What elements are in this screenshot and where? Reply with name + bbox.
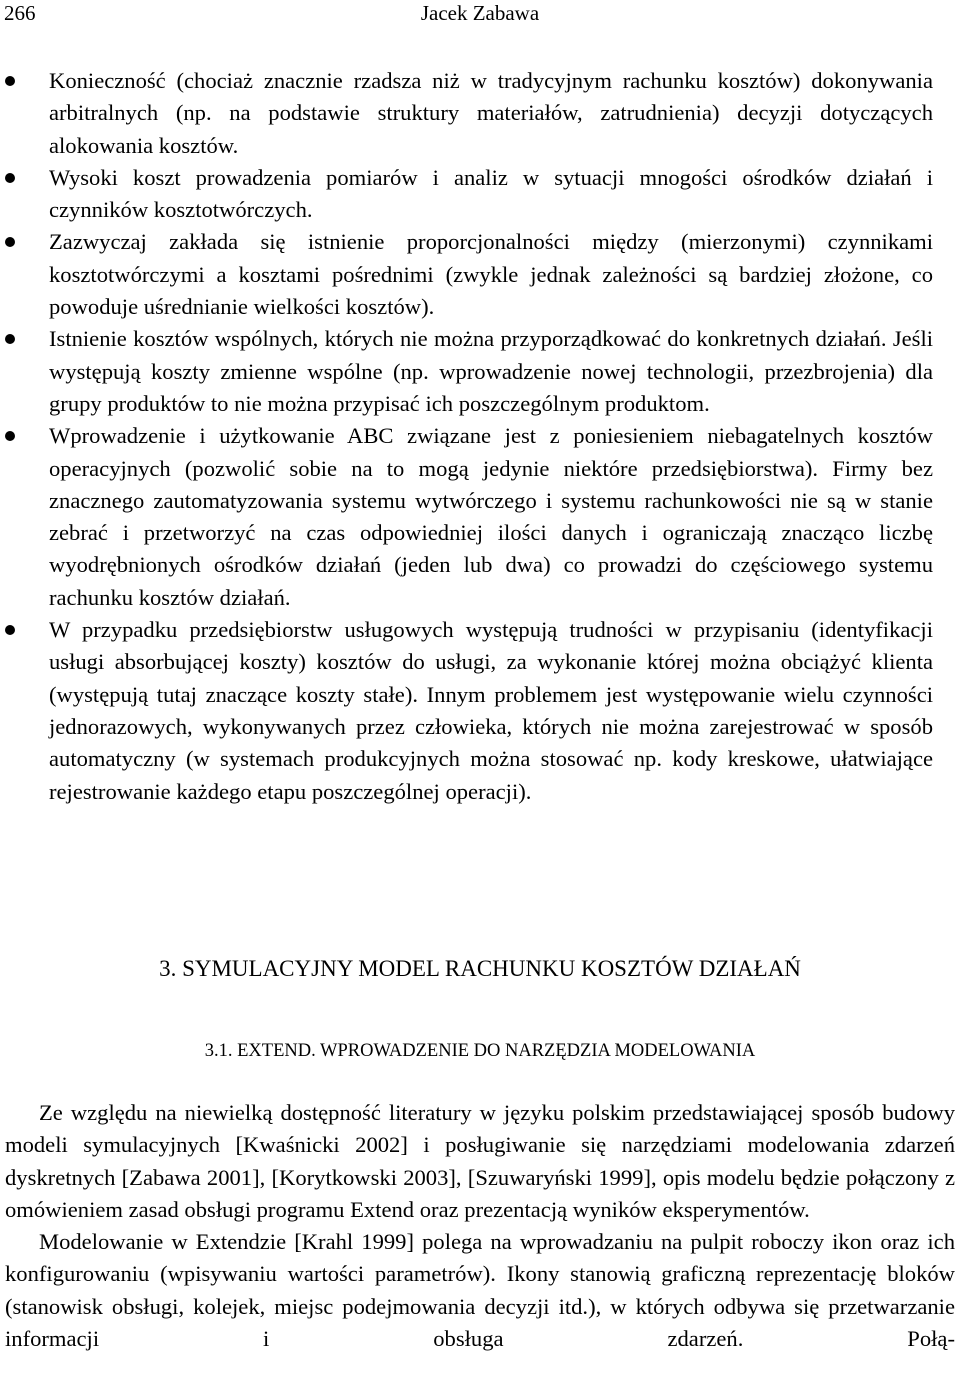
running-head: Jacek Zabawa [420, 1, 540, 25]
paragraph: Ze względu na niewielką dostępność literatury w języku polskim przedstawiającej sposób budowy modeli symulacyjnych [Kwaśnicki 2002] i posługiwanie się narzędziami modelowania zdarzeń dyskretnych [Zabawa 2001], [Korytkowski 2003], [Szuwaryński 1999], opis modelu będzie połączony z omówieniem zasad obsługi programu Extend oraz prezentacją wyników eksperymentów. [5, 1100, 955, 1222]
bullet-text: Istnienie kosztów wspólnych, których nie można przyporządkować do konkretnych działań. Jeśli występują koszty zmienne wspólne (np. wprowadzenie nowej technologii, przezbrojenia) dla grupy produktów to nie można przypisać ich poszczególnym produktom. [49, 326, 933, 416]
bullet-text: Wysoki koszt prowadzenia pomiarów i analiz w sytuacji mnogości ośrodków działań i czynników kosztotwórczych. [49, 164, 933, 223]
bullet-item [0, 226, 933, 323]
bullet-icon [5, 237, 15, 247]
bullet-item [0, 420, 933, 614]
bullet-text: Konieczność (chociaż znacznie rzadsza niż w tradycyjnym rachunku kosztów) dokonywania arbitralnych (np. na podstawie struktury materiałów, zatrudnienia) decyzji dotyczących alokowania kosztów. [49, 68, 933, 158]
bullet-list [0, 65, 960, 808]
bullet-item [0, 614, 933, 808]
bullet-icon [5, 334, 15, 344]
section-title: 3. SYMULACYJNY MODEL RACHUNKU KOSZTÓW DZIAŁAŃ [159, 956, 801, 981]
bullet-icon [5, 76, 15, 86]
bullet-icon [5, 431, 15, 441]
bullet-text: W przypadku przedsiębiorstw usługowych występują trudności w przypisaniu (identyfikacji usługi absorbującej koszty) kosztów do usługi, za wykonanie której można obciążyć klienta (występują tutaj znaczące koszty stałe). Innym problemem jest występowanie wielu czynności jednorazowych, wykonywanych przez człowieka, których nie można zarejestrować w sposób automatyczny (w systemach produkcyjnych można stosować np. kody kreskowe, ułatwiające rejestrowanie każdego etapu poszczególnej operacji). [49, 617, 933, 804]
subsection-title: 3.1. EXTEND. WPROWADZENIE DO NARZĘDZIA MODELOWANIA [204, 1041, 756, 1061]
paragraph: Modelowanie w Extendzie [Krahl 1999] polega na wprowadzaniu na pulpit roboczy ikon oraz ich konfigurowaniu (wpisywaniu wartości parametrów). Ikony stanowią graficzną reprezentację bloków (stanowisk obsługi, kolejek, miejsc podejmowania decyzji itd.), w których odbywa się przetwarzanie informacji i obsługa zdarzeń. Połą- [5, 1229, 955, 1352]
page-number: 266 [4, 1, 36, 25]
bullet-text: Zazwyczaj zakłada się istnienie proporcjonalności między (mierzonymi) czynnikami kosztotwórczymi a kosztami pośrednimi (zwykle jednak zależności są bardziej złożone, co powoduje uśrednianie wielkości kosztów). [49, 229, 933, 320]
bullet-text: Wprowadzenie i użytkowanie ABC związane jest z poniesieniem niebagatelnych kosztów operacyjnych (pozwolić sobie na to mogą jedynie niektóre przedsiębiorstwa). Firmy bez znacznego zautomatyzowania systemu wytwórczego i systemu rachunkowości nie są w stanie zebrać i przetworzyć na czas odpowiedniej ilości danych i ograniczają znacząco liczbę wyodrębnionych ośrodków działań (jeden lub dwa) co prowadzi do częściowego systemu rachunku kosztów działań. [49, 423, 933, 610]
bullet-item [0, 323, 933, 420]
bullet-icon [5, 625, 15, 635]
bullet-item [0, 162, 933, 227]
bullet-icon [5, 173, 15, 183]
body-text [5, 1097, 955, 1355]
bullet-item [0, 65, 933, 162]
